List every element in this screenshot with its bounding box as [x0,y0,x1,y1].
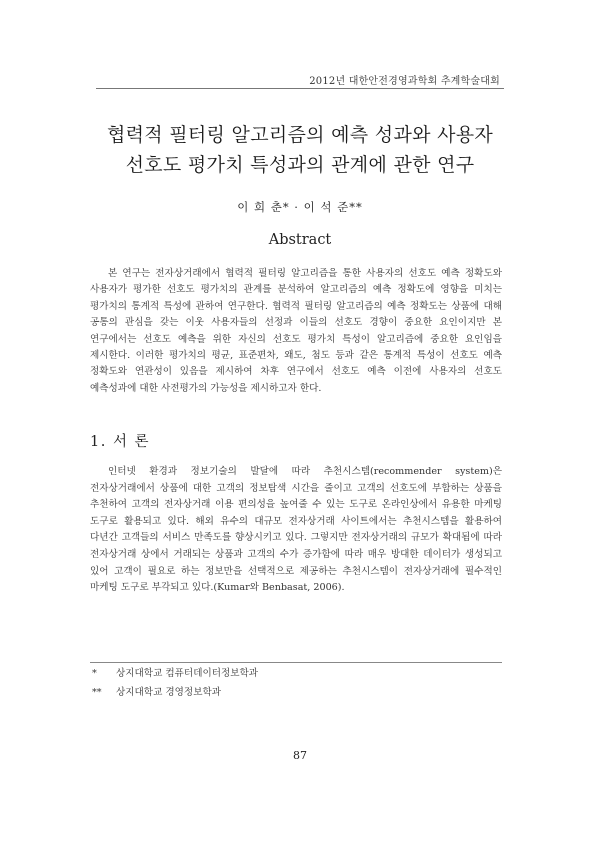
footnote-1-text: 상지대학교 컴퓨터데이터정보학과 [116,668,259,679]
footnote-2-mark: ** [92,687,102,698]
footnote-1 [92,665,258,679]
header-rule [96,88,504,89]
title-line-1: 협력적 필터링 알고리즘의 예측 성과와 사용자 [106,124,494,146]
title-line-2: 선호도 평가치 특성과의 관계에 관한 연구 [125,154,475,176]
running-header: 2012년 대한안전경영과학회 추계학술대회 [309,76,500,87]
introduction-body: 인터넷 환경과 정보기술의 발달에 따라 추천시스템(recommender system)은 전자상거래에서 상품에 대한 고객의 정보탐색 시간을 줄이고 고객의 선호도에 부합하는 상품을 추천하여 고객의 전자상거래 이용 편의성을 높여줄 수 있는 도구로 온라인상에서 유용한 마케팅 도구로 활용되고 있다. 해외 유수의 대규모 전자상거래 사이트에서는 추천시스템을 활용하여 다년간 고객들의 서비스 만족도를 향상시키고 있다. 그렇지만 전자상거래의 규모가 확대됨에 따라 전자상거래 상에서 거래되는 상품과 고객의 수가 증가함에 따라 매우 방대한 데이터가 생성되고 있어 고객이 필요로 하는 정보만을 선택적으로 제공하는 추천시스템이 전자상거래에 필수적인 마케팅 도구로 부각되고 있다.(Kumar와 Benbasat, 2006). [90,466,502,594]
abstract-body: 본 연구는 전자상거래에서 협력적 필터링 알고리즘을 통한 사용자의 선호도 예측 정확도와 사용자가 평가한 선호도 평가치의 관계를 분석하여 알고리즘의 예측 정확도에 영향을 미치는 평가치의 통계적 특성에 관하여 연구한다. 협력적 필터링 알고리즘의 예측 정확도는 상품에 대해 공통의 관심을 갖는 이웃 사용자들의 선정과 이들의 선호도 경향이 중요한 요인이지만 본 연구에서는 선호도 예측을 위한 자신의 선호도 평가치 특성이 알고리즘에 중요한 요인임을 제시한다. 이러한 평가치의 평균, 표준편차, 왜도, 첨도 등과 같은 통계적 특성이 선호도 예측 정확도와 연관성이 있음을 제시하여 차후 연구에서 선호도 예측 이전에 사용자의 선호도 예측성과에 대한 사전평가의 가능성을 제시하고자 한다. [90,268,502,394]
paper-title [80,120,520,180]
author-line: 이 희 춘* · 이 석 준** [237,200,363,214]
section-heading-introduction: 1. 서 론 [90,434,151,450]
footnote-1-mark: * [92,668,97,679]
footnote-2-text: 상지대학교 경영정보학과 [116,687,221,698]
footnote-rule [90,662,502,663]
footnote-2 [92,684,221,698]
page-number: 87 [293,749,307,762]
abstract-heading: Abstract [268,232,332,248]
